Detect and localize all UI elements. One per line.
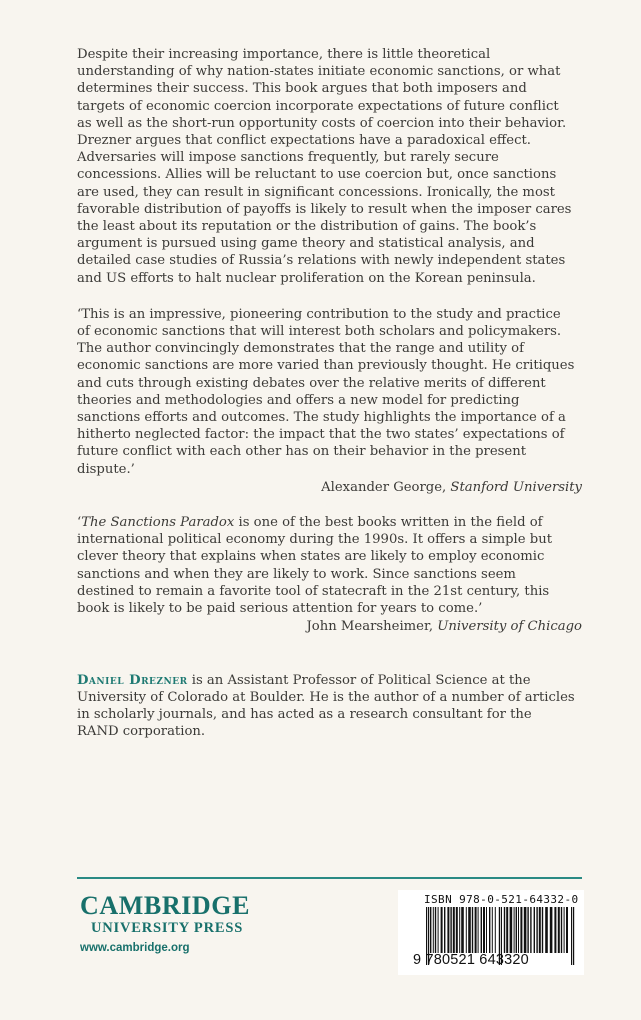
endorsement-2-affiliation: University of Chicago <box>437 619 582 635</box>
author-name: Daniel Drezner <box>77 672 188 688</box>
endorsement-1-affiliation: Stanford University <box>450 479 582 495</box>
book-description: Despite their increasing importance, there is little theoretical understanding of why nation-states initiate economic sanctions, or what determines their success. This book argues that both imposers and targets of economic coercion incorporate expectations of future conflict as well as the short-run opportunity costs of coercion into their behavior. Drezner argues that conflict expectations have a paradoxical effect. Adversaries will impose sanctions frequently, but rarely secure concessions. Allies will be reluctant to use coercion but, once sanctions are used, they can result in significant concessions. Ironically, the most favorable distribution of payoffs is likely to result when the imposer cares the least about its reputation or the distribution of gains. The book’s argument is pursued using game theory and statistical analysis, and detailed case studies of Russia’s relations with newly independent states and US efforts to halt nuclear proliferation on the Korean peninsula. <box>77 47 572 286</box>
publisher-subtitle: UNIVERSITY PRESS <box>91 920 244 936</box>
endorsement-2-text <box>77 514 577 617</box>
endorsement-1-author: Alexander George, <box>321 479 447 495</box>
author-bio-text: is an Assistant Professor of Political Science at the University of Colorado at Boulder. He is the author of a number of articles in scholarly journals, and has acted as a research consultant for the RAND corporation. <box>77 672 575 740</box>
author-bio <box>77 672 577 741</box>
endorsement-2-book-title: The Sanctions Paradox <box>81 515 235 531</box>
endorsement-2-open-quote: ‘ <box>77 515 82 531</box>
endorsement-2 <box>77 514 582 635</box>
divider-rule <box>77 877 582 879</box>
endorsement-1 <box>77 306 582 496</box>
publisher-logo <box>80 893 250 957</box>
endorsement-2-attribution <box>77 618 582 635</box>
endorsement-1-attribution <box>77 479 582 496</box>
publisher-name: CAMBRIDGE <box>80 891 251 920</box>
back-cover-text <box>77 46 582 740</box>
endorsement-2-body: is one of the best books written in the field of international political economy during the 1990s. It offers a simple but clever theory that explains when states are likely to employ economic sanctions and when they are likely to work. Since sanctions seem destined to remain a favorite tool of statecraft in the 21st century, this book is likely to be paid serious attention for years to come.’ <box>77 515 552 617</box>
endorsement-2-author: John Mearsheimer, <box>306 619 434 635</box>
ean-number: 9 780521 643320 <box>413 952 529 968</box>
endorsement-1-text: ‘This is an impressive, pioneering contribution to the study and practice of economic sanctions that will interest both scholars and policymakers. The author convincingly demonstrates that the range and utility of economic sanctions are more varied than previously thought. He critiques and cuts through existing debates over the relative merits of different theories and methodologies and offers a new model for predicting sanctions efforts and outcomes. The study highlights the importance of a hitherto neglected factor: the impact that the two states’ expectations of future conflict with each other has on their behavior in the present dispute.’ <box>77 306 575 477</box>
isbn-number: ISBN 978-0-521-64332-0 <box>424 893 579 906</box>
publisher-url: www.cambridge.org <box>80 942 190 954</box>
isbn-barcode <box>398 890 584 975</box>
